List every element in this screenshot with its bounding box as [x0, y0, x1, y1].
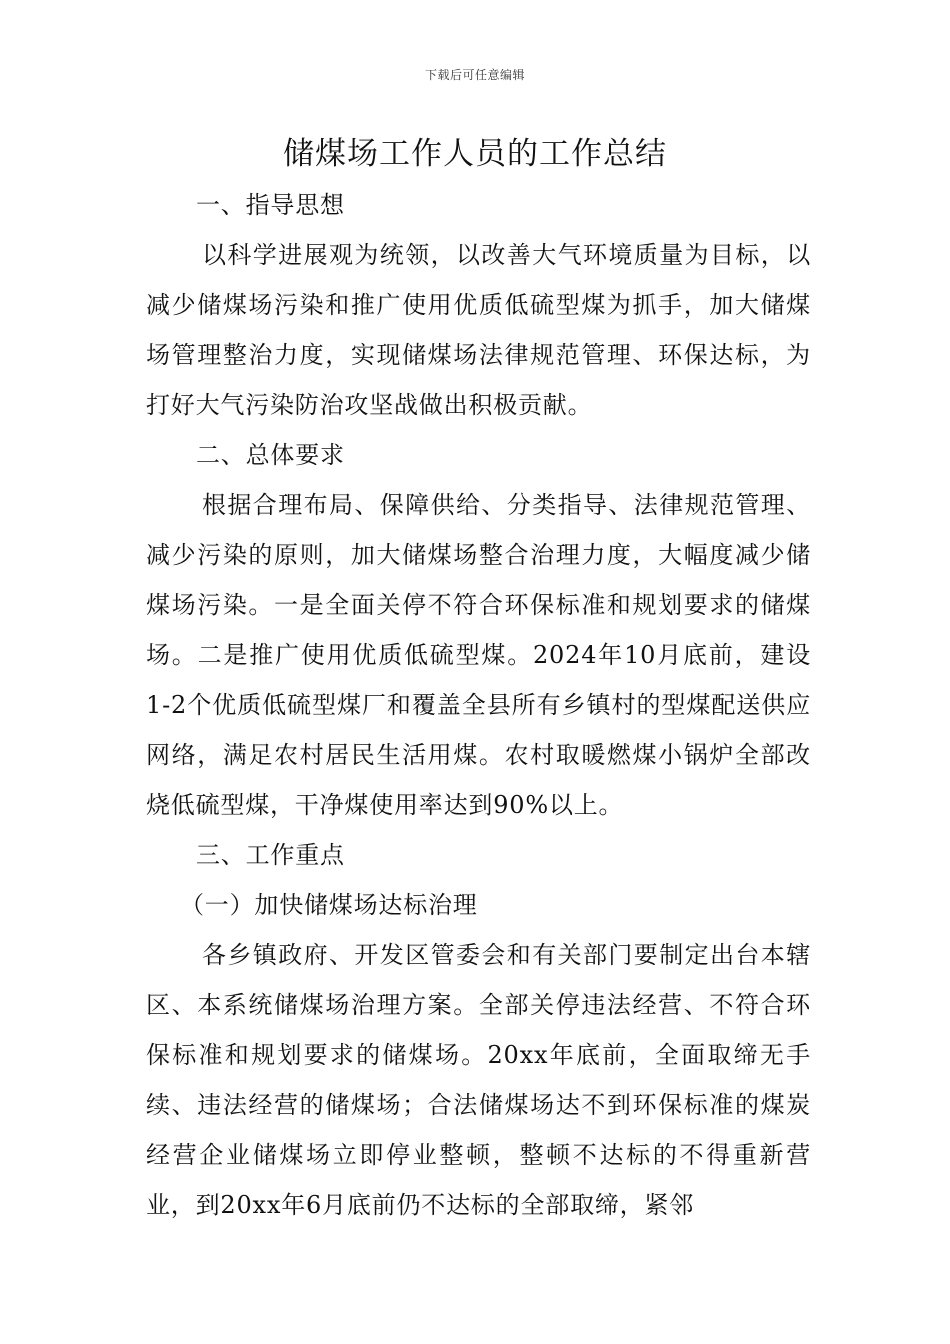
section-heading-2: 二、总体要求 [196, 441, 345, 469]
section-heading-1: 一、指导思想 [196, 191, 345, 219]
section-paragraph-2: 根据合理布局、保障供给、分类指导、法律规范管理、减少污染的原则，加大储煤场整合治理力度，大幅度减少储煤场污染。一是全面关停不符合环保标准和规划要求的储煤场。二是推广使用优质低硫型煤。2024年10月底前，建设1-2个优质低硫型煤厂和覆盖全县所有乡镇村的型煤配送供应网络，满足农村居民生活用煤。农村取暖燃煤小锅炉全部改烧低硫型煤，干净煤使用率达到90%以上。 [146, 491, 811, 819]
document-body [146, 180, 811, 1230]
header-note: 下载后可任意编辑 [424, 68, 525, 82]
section-heading-3: 三、工作重点 [196, 841, 345, 869]
document-title: 储煤场工作人员的工作总结 [283, 136, 667, 172]
section-paragraph-1: 以科学进展观为统领，以改善大气环境质量为目标，以减少储煤场污染和推广使用优质低硫型煤为抓手，加大储煤场管理整治力度，实现储煤场法律规范管理、环保达标，为打好大气污染防治攻坚战做出积极贡献。 [146, 241, 811, 419]
subsection-heading-3-1: （一）加快储煤场达标治理 [180, 891, 478, 919]
section-paragraph-3: 各乡镇政府、开发区管委会和有关部门要制定出台本辖区、本系统储煤场治理方案。全部关停违法经营、不符合环保标准和规划要求的储煤场。20xx年底前，全面取缔无手续、违法经营的储煤场；合法储煤场达不到环保标准的煤炭经营企业储煤场立即停业整顿，整顿不达标的不得重新营业，到20xx年6月底前仍不达标的全部取缔，紧邻 [146, 941, 811, 1219]
